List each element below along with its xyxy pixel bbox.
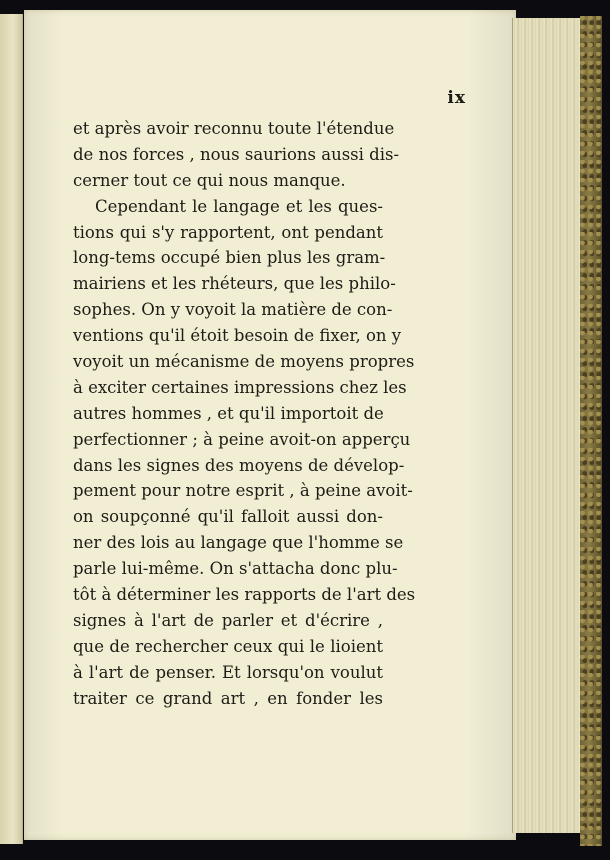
book-cover bbox=[580, 16, 602, 846]
text-line: tions qui s'y rapportent, ont pendant bbox=[73, 222, 383, 242]
text-line: pement pour notre esprit , à peine avoit- bbox=[73, 481, 413, 501]
text-line: dans les signes des moyens de dévelop- bbox=[73, 455, 405, 475]
left-page-edge bbox=[0, 14, 23, 844]
text-line: que de rechercher ceux qui le lioient bbox=[73, 636, 383, 656]
text-line: on soupçonné qu'il falloit aussi don- bbox=[73, 507, 383, 527]
text-line: ner des lois au langage que l'homme se bbox=[73, 533, 404, 553]
text-block bbox=[73, 116, 416, 711]
text-line: perfectionner ; à peine avoit-on apperçu bbox=[73, 429, 411, 449]
text-line: sophes. On y voyoit la matière de con- bbox=[73, 300, 393, 320]
text-line: signes à l'art de parler et d'écrire , bbox=[73, 610, 383, 630]
text-line: tôt à déterminer les rapports de l'art des bbox=[73, 585, 416, 605]
text-line: long-tems occupé bien plus les gram- bbox=[73, 248, 386, 268]
text-line: mairiens et les rhéteurs, que les philo- bbox=[73, 274, 396, 294]
text-line: à l'art de penser. Et lorsqu'on voulut bbox=[73, 662, 383, 682]
text-line: et après avoir reconnu toute l'étendue bbox=[73, 119, 395, 138]
page-edges bbox=[512, 18, 583, 833]
text-line: voyoit un mécanisme de moyens propres bbox=[73, 352, 415, 372]
text-line: parle lui-même. On s'attacha donc plu- bbox=[73, 559, 398, 579]
text-line: traiter ce grand art , en fonder les bbox=[73, 688, 383, 708]
text-line: cerner tout ce qui nous manque. bbox=[73, 170, 346, 190]
text-line: de nos forces , nous saurions aussi dis- bbox=[73, 144, 400, 164]
text-line: ventions qu'il étoit besoin de fixer, on y bbox=[73, 326, 402, 346]
text-line: à exciter certaines impressions chez les bbox=[73, 377, 407, 397]
text-line: autres hommes , et qu'il importoit de bbox=[73, 403, 384, 423]
text-line: Cependant le langage et les ques- bbox=[95, 196, 383, 216]
page-number: ix bbox=[447, 88, 466, 108]
